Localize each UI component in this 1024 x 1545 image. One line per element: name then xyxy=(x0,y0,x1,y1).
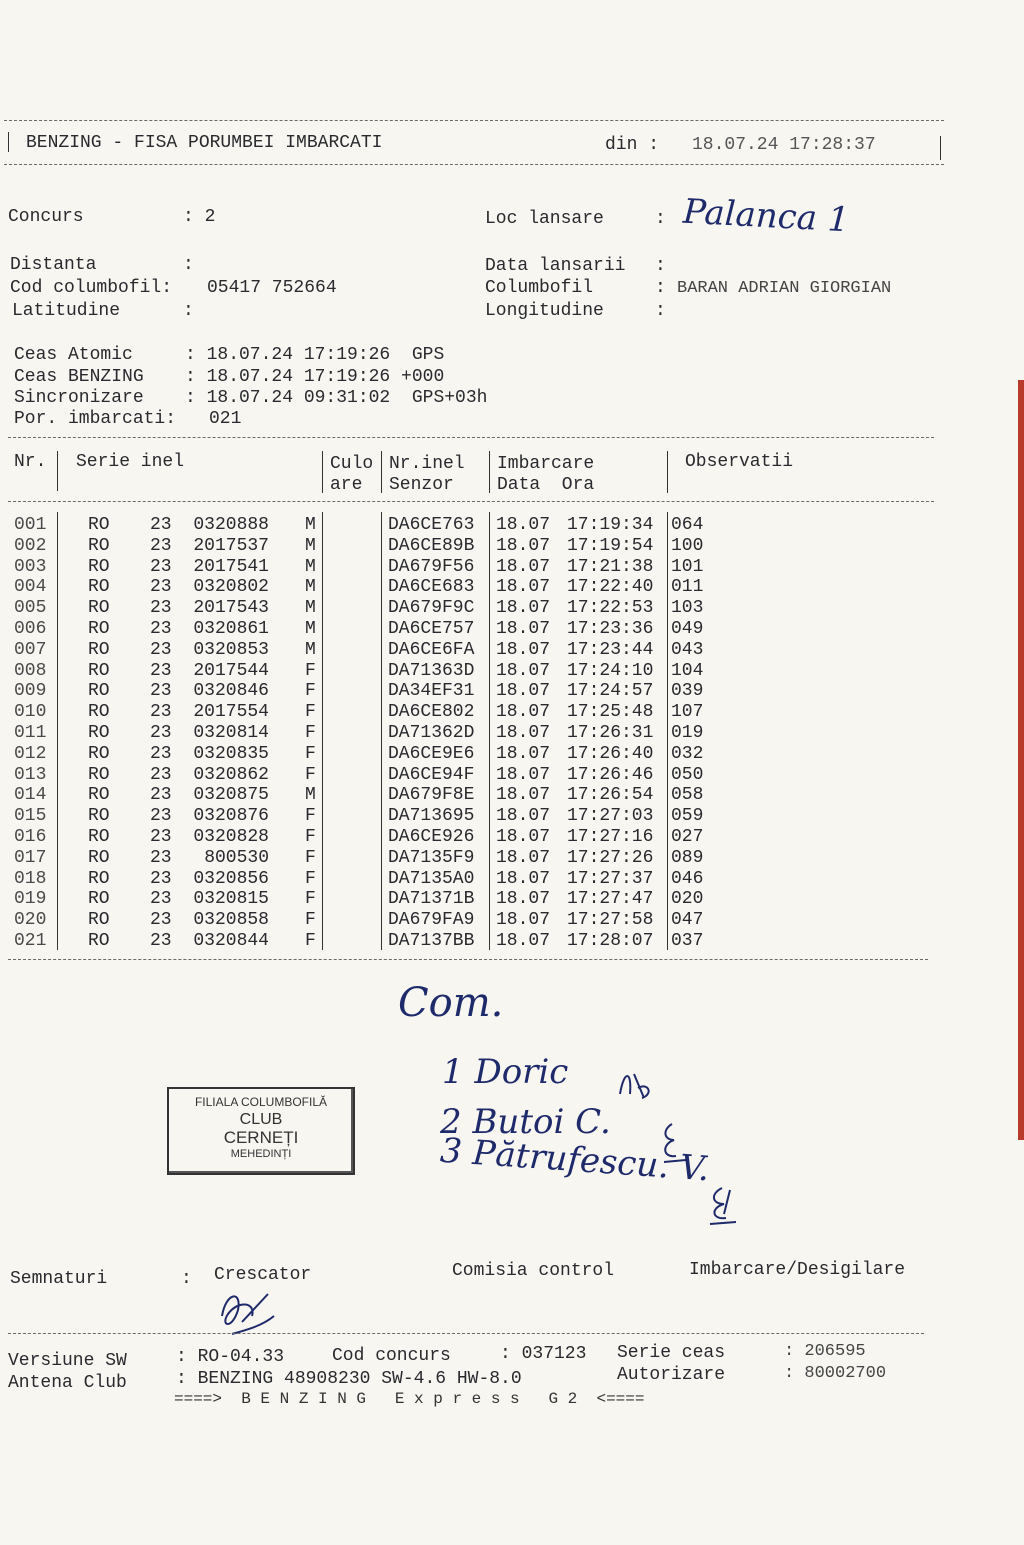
observation-code: 104 xyxy=(671,660,704,681)
sex-code: F xyxy=(305,847,316,868)
serie-ceas-value: : 206595 xyxy=(784,1342,866,1361)
ring-number: 0320835 xyxy=(193,743,269,764)
ring-number: 0320814 xyxy=(193,723,269,743)
sex-code: F xyxy=(305,868,316,889)
ring-year: 23 xyxy=(150,806,172,827)
row-number: 013 xyxy=(14,764,47,785)
semnaturi-colon: : xyxy=(181,1269,192,1289)
row-number: 015 xyxy=(14,806,47,827)
ring-number: 2017537 xyxy=(193,535,269,556)
autorizare-value: : 80002700 xyxy=(784,1364,887,1383)
sex-code: F xyxy=(305,931,316,951)
observation-code: 047 xyxy=(671,910,704,931)
row-number: 017 xyxy=(14,847,47,868)
sensor-id: DA34EF31 xyxy=(388,681,475,702)
ring-country: RO xyxy=(88,619,110,639)
cod-concurs-label: Cod concurs xyxy=(332,1346,451,1366)
boarding-date: 18.07 xyxy=(496,806,551,827)
columbofil-label: Columbofil xyxy=(485,278,594,298)
boarding-time: 17:28:07 xyxy=(567,931,654,951)
sex-code: F xyxy=(305,806,316,827)
table-row xyxy=(0,597,720,618)
sex-code: M xyxy=(305,556,316,577)
boarding-time: 17:22:40 xyxy=(567,577,654,598)
ring-country: RO xyxy=(88,515,110,535)
table-row xyxy=(0,535,720,556)
row-number: 006 xyxy=(14,619,47,639)
ring-number: 0320888 xyxy=(193,515,269,535)
boarding-time: 17:26:40 xyxy=(567,743,654,764)
row-number: 021 xyxy=(14,931,47,951)
ring-country: RO xyxy=(88,764,110,785)
concurs-value: : 2 xyxy=(183,207,216,227)
observation-code: 020 xyxy=(671,889,704,910)
data-lansarii-colon: : xyxy=(655,256,666,276)
col-header-imbarcare-1: Imbarcare xyxy=(497,454,595,474)
concurs-label: Concurs xyxy=(8,207,84,227)
observation-code: 043 xyxy=(671,639,704,660)
header-left-bar xyxy=(8,132,9,152)
table-row xyxy=(0,888,720,909)
ring-year: 23 xyxy=(150,660,172,681)
ring-year: 23 xyxy=(150,639,172,660)
ring-number: 2017543 xyxy=(193,598,269,619)
sex-code: M xyxy=(305,577,316,598)
signature-mark xyxy=(704,1184,740,1228)
print-date-value: 18.07.24 17:28:37 xyxy=(692,135,876,155)
boarding-date: 18.07 xyxy=(496,619,551,639)
ceas-benzing-value: : 18.07.24 17:19:26 +000 xyxy=(185,367,445,387)
boarding-time: 17:27:58 xyxy=(567,910,654,931)
row-number: 002 xyxy=(14,535,47,556)
boarding-date: 18.07 xyxy=(496,639,551,660)
commission-member-2: 2 Butoi C. xyxy=(440,1102,611,1142)
sensor-id: DA713695 xyxy=(388,806,475,827)
observation-code: 064 xyxy=(671,515,704,535)
comisia-control-label: Comisia control xyxy=(452,1261,615,1281)
crescator-label: Crescator xyxy=(214,1265,312,1285)
row-number: 019 xyxy=(14,889,47,910)
table-row xyxy=(0,826,720,847)
observation-code: 037 xyxy=(671,931,704,951)
col-header-culoare-1: Culo xyxy=(330,454,374,474)
col-header-serie: Serie inel xyxy=(76,452,185,472)
col-header-nr: Nr. xyxy=(14,452,47,472)
header-sep xyxy=(57,451,58,491)
boarding-time: 17:24:57 xyxy=(567,681,654,702)
table-row xyxy=(0,743,720,764)
porumbei-imbarcati-label: Por. imbarcati: xyxy=(14,409,177,429)
sensor-id: DA71363D xyxy=(388,660,475,681)
table-row xyxy=(0,909,720,930)
ring-country: RO xyxy=(88,660,110,681)
ring-number: 2017554 xyxy=(193,702,269,723)
ring-year: 23 xyxy=(150,556,172,577)
distanta-label: Distanta xyxy=(10,255,97,275)
observation-code: 019 xyxy=(671,723,704,743)
row-number: 012 xyxy=(14,743,47,764)
sensor-id: DA6CE926 xyxy=(388,827,475,847)
ring-year: 23 xyxy=(150,764,172,785)
commission-signature-1 xyxy=(614,1064,658,1116)
sex-code: F xyxy=(305,681,316,702)
boarding-date: 18.07 xyxy=(496,556,551,577)
boarding-date: 18.07 xyxy=(496,598,551,619)
observation-code: 089 xyxy=(671,847,704,868)
loc-lansare-label: Loc lansare xyxy=(485,209,604,229)
sex-code: F xyxy=(305,764,316,785)
ring-number: 0320858 xyxy=(193,910,269,931)
ceas-benzing-label: Ceas BENZING xyxy=(14,367,144,387)
sensor-id: DA6CE763 xyxy=(388,515,475,535)
sensor-id: DA6CE802 xyxy=(388,702,475,723)
sex-code: M xyxy=(305,639,316,660)
ring-country: RO xyxy=(88,681,110,702)
sensor-id: DA679F56 xyxy=(388,556,475,577)
ring-country: RO xyxy=(88,889,110,910)
loc-lansare-handwritten: Palanca 1 xyxy=(682,191,851,241)
col-header-inel-2: Senzor xyxy=(389,475,454,495)
antena-club-label: Antena Club xyxy=(8,1373,127,1393)
sensor-id: DA7135A0 xyxy=(388,868,475,889)
row-number: 007 xyxy=(14,639,47,660)
header-right-bar xyxy=(940,136,941,160)
table-row xyxy=(0,847,720,868)
print-date-label: din : xyxy=(605,135,660,155)
sensor-id: DA6CE6FA xyxy=(388,639,475,660)
latitudine-value: : xyxy=(183,301,194,321)
table-row xyxy=(0,701,720,722)
ring-number: 0320815 xyxy=(193,889,269,910)
ring-year: 23 xyxy=(150,535,172,556)
crescator-signature xyxy=(212,1286,278,1347)
ring-country: RO xyxy=(88,723,110,743)
ring-year: 23 xyxy=(150,598,172,619)
row-number: 020 xyxy=(14,910,47,931)
boarding-time: 17:25:48 xyxy=(567,702,654,723)
boarding-date: 18.07 xyxy=(496,868,551,889)
boarding-date: 18.07 xyxy=(496,764,551,785)
boarding-date: 18.07 xyxy=(496,931,551,951)
observation-code: 049 xyxy=(671,619,704,639)
commission-signature-3 xyxy=(704,1184,740,1232)
boarding-date: 18.07 xyxy=(496,785,551,806)
sex-code: F xyxy=(305,910,316,931)
row-number: 011 xyxy=(14,723,47,743)
ring-number: 0320844 xyxy=(193,931,269,951)
boarding-date: 18.07 xyxy=(496,847,551,868)
table-row xyxy=(0,660,720,681)
boarding-time: 17:19:34 xyxy=(567,515,654,535)
ring-number: 800530 xyxy=(204,847,269,868)
row-number: 003 xyxy=(14,556,47,577)
longitudine-colon: : xyxy=(655,301,666,321)
boarding-time: 17:21:38 xyxy=(567,556,654,577)
sex-code: M xyxy=(305,515,316,535)
boarding-date: 18.07 xyxy=(496,535,551,556)
sensor-id: DA71362D xyxy=(388,723,475,743)
club-stamp xyxy=(167,1087,355,1175)
col-header-culoare-2: are xyxy=(330,475,363,495)
ring-number: 0320846 xyxy=(193,681,269,702)
sensor-id: DA7137BB xyxy=(388,931,475,951)
observation-code: 059 xyxy=(671,806,704,827)
table-row xyxy=(0,868,720,889)
ring-number: 0320862 xyxy=(193,764,269,785)
header-sep xyxy=(322,451,323,493)
ring-year: 23 xyxy=(150,827,172,847)
sensor-id: DA679F9C xyxy=(388,598,475,619)
columbofil-value: BARAN ADRIAN GIORGIAN xyxy=(677,279,892,298)
table-row xyxy=(0,514,720,535)
stamp-line-3: CERNEȚI xyxy=(223,1128,299,1147)
pigeon-table-body xyxy=(0,514,720,954)
boarding-time: 17:24:10 xyxy=(567,660,654,681)
sensor-id: DA6CE94F xyxy=(388,764,475,785)
ring-year: 23 xyxy=(150,910,172,931)
col-header-observatii: Observatii xyxy=(685,452,794,472)
observation-code: 050 xyxy=(671,764,704,785)
ring-year: 23 xyxy=(150,515,172,535)
table-row xyxy=(0,930,720,951)
sincronizare-value: : 18.07.24 09:31:02 GPS+03h xyxy=(185,388,488,408)
commission-heading: Com. xyxy=(398,980,504,1026)
versiune-sw-value: : RO-04.33 xyxy=(176,1347,285,1367)
sex-code: F xyxy=(305,723,316,743)
observation-code: 039 xyxy=(671,681,704,702)
boarding-date: 18.07 xyxy=(496,723,551,743)
sex-code: F xyxy=(305,827,316,847)
cod-concurs-value: : 037123 xyxy=(500,1344,587,1364)
table-row xyxy=(0,639,720,660)
document-title: BENZING - FISA PORUMBEI IMBARCATI xyxy=(26,133,383,153)
ring-number: 0320802 xyxy=(193,577,269,598)
boarding-date: 18.07 xyxy=(496,681,551,702)
ring-country: RO xyxy=(88,598,110,619)
header-sep xyxy=(489,451,490,493)
ring-country: RO xyxy=(88,910,110,931)
latitudine-label: Latitudine xyxy=(12,301,121,321)
ring-number: 0320856 xyxy=(193,868,269,889)
semnaturi-label: Semnaturi xyxy=(10,1269,108,1289)
ring-year: 23 xyxy=(150,785,172,806)
row-number: 014 xyxy=(14,785,47,806)
observation-code: 107 xyxy=(671,702,704,723)
benzing-express-banner: ====> B E N Z I N G E x p r e s s G 2 <==== xyxy=(174,1390,645,1408)
row-number: 001 xyxy=(14,515,47,535)
table-row xyxy=(0,680,720,701)
autorizare-label: Autorizare xyxy=(617,1365,726,1385)
boarding-time: 17:27:03 xyxy=(567,806,654,827)
sex-code: M xyxy=(305,535,316,556)
ring-year: 23 xyxy=(150,619,172,639)
boarding-date: 18.07 xyxy=(496,889,551,910)
observation-code: 011 xyxy=(671,577,704,598)
sensor-id: DA6CE683 xyxy=(388,577,475,598)
ring-country: RO xyxy=(88,785,110,806)
sensor-id: DA7135F9 xyxy=(388,847,475,868)
boarding-time: 17:19:54 xyxy=(567,535,654,556)
table-row xyxy=(0,576,720,597)
observation-code: 046 xyxy=(671,868,704,889)
table-row xyxy=(0,784,720,805)
ring-year: 23 xyxy=(150,847,172,868)
ring-year: 23 xyxy=(150,681,172,702)
stamp-line-4: MEHEDINȚI xyxy=(230,1148,292,1160)
ring-year: 23 xyxy=(150,702,172,723)
serie-ceas-label: Serie ceas xyxy=(617,1343,726,1363)
ring-country: RO xyxy=(88,702,110,723)
row-number: 009 xyxy=(14,681,47,702)
distanta-value: : xyxy=(183,255,194,275)
sex-code: F xyxy=(305,660,316,681)
ring-country: RO xyxy=(88,639,110,660)
ring-year: 23 xyxy=(150,931,172,951)
ring-number: 2017544 xyxy=(193,660,269,681)
ring-country: RO xyxy=(88,535,110,556)
sex-code: M xyxy=(305,785,316,806)
antena-club-value: : BENZING 48908230 SW-4.6 HW-8.0 xyxy=(176,1369,522,1389)
sex-code: F xyxy=(305,889,316,910)
stamp-line-1: FILIALA COLUMBOFILĂ xyxy=(194,1095,328,1109)
boarding-time: 17:23:36 xyxy=(567,619,654,639)
ring-country: RO xyxy=(88,931,110,951)
row-number: 008 xyxy=(14,660,47,681)
sex-code: M xyxy=(305,598,316,619)
sex-code: F xyxy=(305,702,316,723)
commission-member-1: 1 Doric xyxy=(442,1052,569,1092)
loc-lansare-colon: : xyxy=(655,209,666,229)
boarding-time: 17:22:53 xyxy=(567,598,654,619)
ring-year: 23 xyxy=(150,868,172,889)
boarding-time: 17:27:26 xyxy=(567,847,654,868)
observation-code: 103 xyxy=(671,598,704,619)
ring-country: RO xyxy=(88,556,110,577)
row-number: 016 xyxy=(14,827,47,847)
ring-country: RO xyxy=(88,827,110,847)
table-row xyxy=(0,556,720,577)
boarding-time: 17:26:46 xyxy=(567,764,654,785)
observation-code: 027 xyxy=(671,827,704,847)
signature-mark xyxy=(614,1064,658,1108)
ring-country: RO xyxy=(88,847,110,868)
sex-code: M xyxy=(305,619,316,639)
versiune-sw-label: Versiune SW xyxy=(8,1351,127,1371)
divider xyxy=(8,437,934,438)
row-number: 018 xyxy=(14,868,47,889)
boarding-time: 17:27:47 xyxy=(567,889,654,910)
stamp-line-2: CLUB xyxy=(239,1111,283,1128)
ring-country: RO xyxy=(88,806,110,827)
boarding-time: 17:26:54 xyxy=(567,785,654,806)
boarding-date: 18.07 xyxy=(496,702,551,723)
table-row xyxy=(0,805,720,826)
ring-year: 23 xyxy=(150,577,172,598)
sensor-id: DA6CE89B xyxy=(388,535,475,556)
divider xyxy=(4,164,944,165)
header-sep xyxy=(667,451,668,493)
boarding-date: 18.07 xyxy=(496,827,551,847)
cod-columbofil-label: Cod columbofil: xyxy=(10,278,173,298)
observation-code: 058 xyxy=(671,785,704,806)
ring-country: RO xyxy=(88,577,110,598)
ring-year: 23 xyxy=(150,723,172,743)
imbarcare-desigilare-label: Imbarcare/Desigilare xyxy=(689,1260,906,1280)
boarding-date: 18.07 xyxy=(496,910,551,931)
sensor-id: DA71371B xyxy=(388,889,475,910)
divider xyxy=(8,501,934,502)
longitudine-label: Longitudine xyxy=(485,301,604,321)
ring-country: RO xyxy=(88,868,110,889)
ring-number: 0320875 xyxy=(193,785,269,806)
observation-code: 100 xyxy=(671,535,704,556)
col-header-imbarcare-2: Data Ora xyxy=(497,475,595,495)
table-row xyxy=(0,722,720,743)
divider xyxy=(4,120,944,121)
ring-year: 23 xyxy=(150,743,172,764)
commission-member-3: 3 Pătrufescu. V. xyxy=(438,1130,711,1190)
ring-number: 0320876 xyxy=(193,806,269,827)
boarding-date: 18.07 xyxy=(496,577,551,598)
divider xyxy=(8,959,928,960)
data-lansarii-label: Data lansarii xyxy=(485,256,626,276)
ring-number: 0320828 xyxy=(193,827,269,847)
observation-code: 032 xyxy=(671,743,704,764)
boarding-time: 17:26:31 xyxy=(567,723,654,743)
boarding-time: 17:27:37 xyxy=(567,868,654,889)
boarding-date: 18.07 xyxy=(496,743,551,764)
row-number: 005 xyxy=(14,598,47,619)
sensor-id: DA6CE757 xyxy=(388,619,475,639)
table-row xyxy=(0,764,720,785)
cod-columbofil-value: 05417 752664 xyxy=(207,278,337,298)
ceas-atomic-value: : 18.07.24 17:19:26 GPS xyxy=(185,345,445,365)
boarding-date: 18.07 xyxy=(496,660,551,681)
porumbei-imbarcati-value: 021 xyxy=(209,409,242,429)
sincronizare-label: Sincronizare xyxy=(14,388,144,408)
ring-number: 2017541 xyxy=(193,556,269,577)
ring-number: 0320861 xyxy=(193,619,269,639)
divider xyxy=(8,1333,924,1334)
columbofil-colon: : xyxy=(655,278,666,298)
header-sep xyxy=(381,451,382,493)
ring-year: 23 xyxy=(150,889,172,910)
row-number: 004 xyxy=(14,577,47,598)
boarding-time: 17:27:16 xyxy=(567,827,654,847)
ring-country: RO xyxy=(88,743,110,764)
row-number: 010 xyxy=(14,702,47,723)
ring-number: 0320853 xyxy=(193,639,269,660)
page-edge-strip xyxy=(1018,380,1024,1140)
sex-code: F xyxy=(305,743,316,764)
observation-code: 101 xyxy=(671,556,704,577)
sensor-id: DA679FA9 xyxy=(388,910,475,931)
col-header-inel-1: Nr.inel xyxy=(389,454,465,474)
sensor-id: DA679F8E xyxy=(388,785,475,806)
boarding-time: 17:23:44 xyxy=(567,639,654,660)
table-row xyxy=(0,618,720,639)
sensor-id: DA6CE9E6 xyxy=(388,743,475,764)
ceas-atomic-label: Ceas Atomic xyxy=(14,345,133,365)
boarding-date: 18.07 xyxy=(496,515,551,535)
